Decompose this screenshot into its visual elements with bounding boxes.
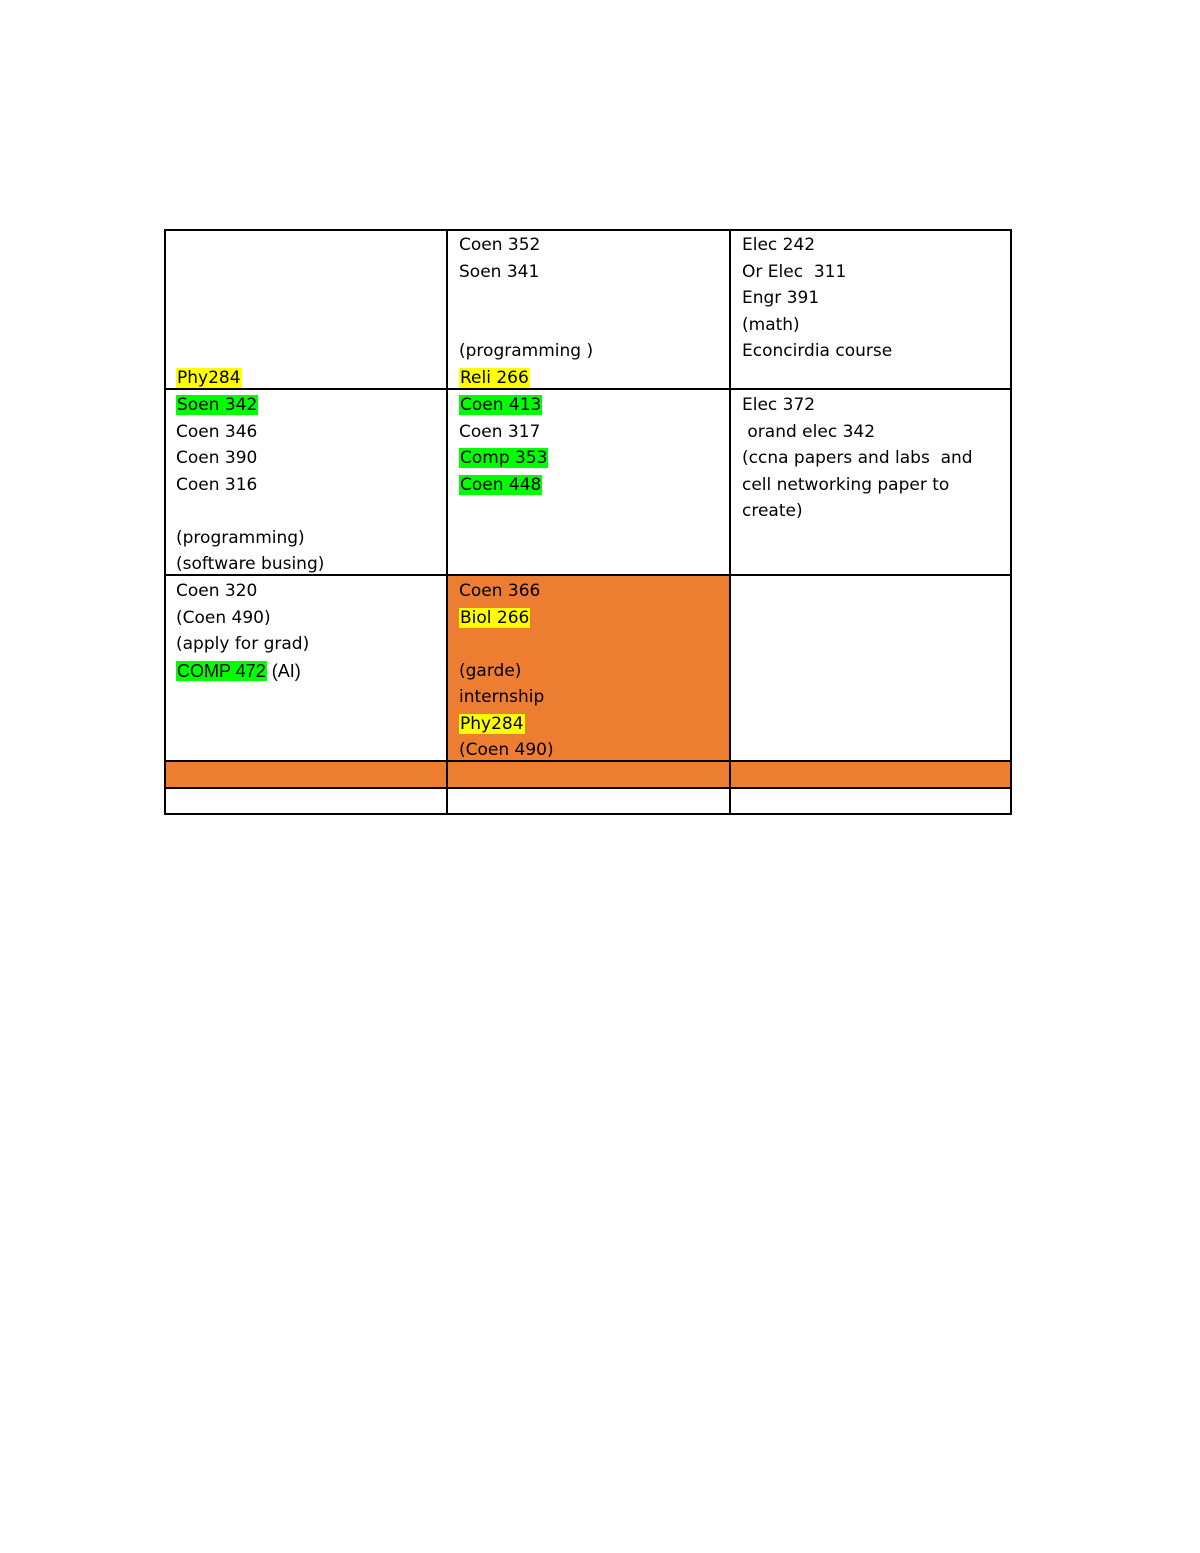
cell-line <box>730 338 1012 365</box>
cell-r4c3 <box>730 761 1012 788</box>
table-border-top <box>164 229 1012 231</box>
course-text: Coen 352 <box>459 235 541 255</box>
cell-line <box>730 232 1012 259</box>
highlighted-course-text: Comp 353 <box>460 448 548 468</box>
cell-line <box>447 419 730 446</box>
cell-line <box>447 365 730 390</box>
cell-line <box>447 737 730 761</box>
highlighted-course-text: COMP 472 <box>177 660 266 681</box>
row-divider <box>164 760 1012 762</box>
cell-line <box>730 285 1012 312</box>
cell-line <box>447 658 730 685</box>
course-text: Coen 320 <box>176 581 258 601</box>
course-text: Coen 366 <box>459 581 541 601</box>
cell-line <box>730 419 1012 446</box>
cell-line <box>164 445 447 472</box>
row-divider <box>164 574 1012 576</box>
course-text: Econcirdia course <box>742 341 893 361</box>
course-text: internship <box>459 687 545 707</box>
cell-line <box>164 658 447 685</box>
cell-line <box>447 445 730 472</box>
cell-line <box>447 578 730 605</box>
cell-line <box>164 631 447 658</box>
course-text: cell networking paper to <box>742 474 950 495</box>
cell-r4c1 <box>164 761 447 788</box>
cell-line <box>164 419 447 446</box>
cell-line <box>447 711 730 738</box>
cell-line <box>164 525 447 552</box>
cell-line <box>164 578 447 605</box>
cell-line <box>164 338 447 365</box>
cell-r4c2 <box>447 761 730 788</box>
cell-line <box>164 365 447 390</box>
course-text: (ccna papers and labs and <box>742 448 973 468</box>
cell-r2c2 <box>447 389 730 575</box>
cell-line <box>447 472 730 499</box>
cell-line <box>164 285 447 312</box>
highlighted-course-text: Coen 413 <box>460 395 542 415</box>
course-note: (AI) <box>266 660 301 681</box>
cell-line <box>164 312 447 339</box>
cell-r3c3 <box>730 575 1012 761</box>
cell-r5c1 <box>164 788 447 815</box>
course-text: orand elec 342 <box>742 421 876 442</box>
highlighted-course-text: Biol 266 <box>460 607 530 628</box>
cell-line <box>447 285 730 312</box>
course-text: Coen 346 <box>176 421 258 442</box>
cell-line <box>164 605 447 632</box>
cell-r2c3 <box>730 389 1012 575</box>
row-divider <box>164 388 1012 390</box>
course-text: (garde) <box>459 660 522 681</box>
cell-line <box>730 498 1012 525</box>
cell-line <box>447 605 730 632</box>
cell-line <box>730 472 1012 499</box>
course-text: Coen 390 <box>176 448 258 468</box>
cell-line <box>164 551 447 575</box>
cell-line <box>164 232 447 259</box>
cell-line <box>730 392 1012 419</box>
cell-line <box>447 631 730 658</box>
row-divider <box>164 787 1012 789</box>
cell-r2c1 <box>164 389 447 575</box>
table-border-bottom <box>164 813 1012 815</box>
course-text: Or Elec 311 <box>742 261 847 282</box>
course-text: create) <box>742 501 803 521</box>
cell-r1c2 <box>447 229 730 389</box>
cell-line <box>447 338 730 365</box>
cell-r5c2 <box>447 788 730 815</box>
course-text: (apply for grad) <box>176 634 310 654</box>
course-text: Elec 372 <box>742 395 816 415</box>
highlighted-course-text: Coen 448 <box>460 474 542 495</box>
course-text: (programming ) <box>459 341 594 361</box>
cell-line <box>164 498 447 525</box>
cell-r3c1 <box>164 575 447 761</box>
cell-r5c3 <box>730 788 1012 815</box>
course-table <box>164 229 1012 815</box>
highlighted-course-text: Phy284 <box>177 367 241 388</box>
column-divider <box>729 229 731 815</box>
highlighted-course-text: Soen 342 <box>177 395 258 415</box>
cell-r1c3 <box>730 229 1012 389</box>
cell-line <box>447 312 730 339</box>
course-text: (Coen 490) <box>459 740 554 760</box>
course-text: Elec 242 <box>742 235 816 255</box>
course-text: (math) <box>742 314 800 335</box>
cell-r3c2 <box>447 575 730 761</box>
cell-line <box>447 232 730 259</box>
course-text: (Coen 490) <box>176 607 271 628</box>
cell-line <box>164 472 447 499</box>
cell-r1c1 <box>164 229 447 389</box>
highlighted-course-text: Phy284 <box>460 713 524 734</box>
cell-line <box>447 259 730 286</box>
course-text: Engr 391 <box>742 288 820 308</box>
cell-line <box>447 684 730 711</box>
course-text: (software busing) <box>176 554 325 574</box>
column-divider <box>446 229 448 815</box>
cell-line <box>164 259 447 286</box>
cell-line <box>730 312 1012 339</box>
cell-line <box>730 259 1012 286</box>
course-text: (programming) <box>176 527 305 548</box>
cell-line <box>164 392 447 419</box>
cell-line <box>730 445 1012 472</box>
cell-line <box>447 392 730 419</box>
table-border-right <box>1010 229 1012 815</box>
table-border-left <box>164 229 166 815</box>
highlighted-course-text: Reli 266 <box>460 367 529 388</box>
course-text: Coen 316 <box>176 474 258 495</box>
course-text: Soen 341 <box>459 261 540 282</box>
course-text: Coen 317 <box>459 421 541 442</box>
